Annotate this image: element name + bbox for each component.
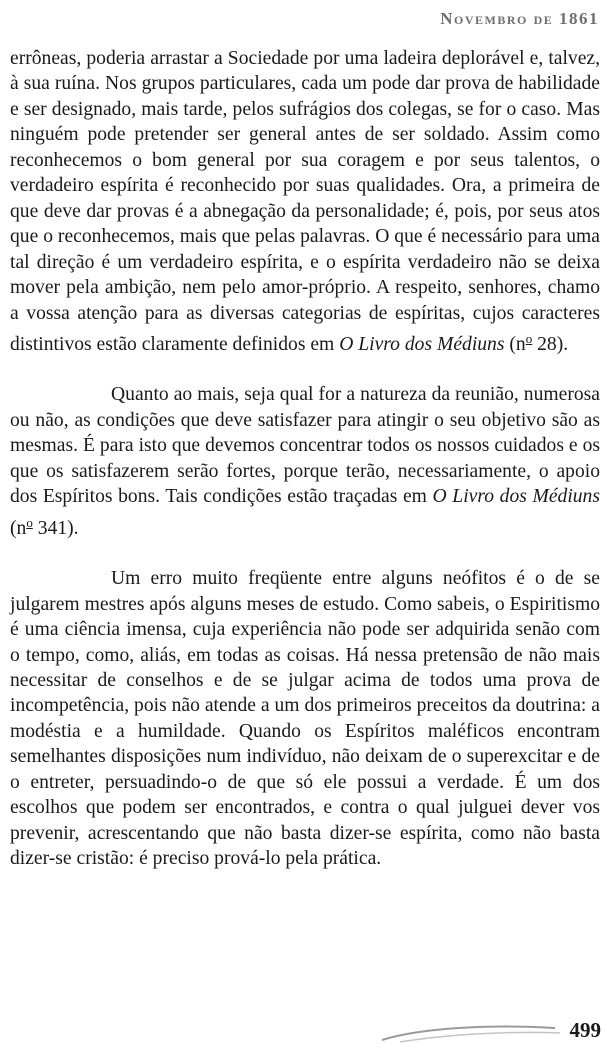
reference-open: (n — [10, 517, 27, 539]
ordinal-indicator: o — [525, 330, 533, 346]
ordinal-indicator: o — [26, 514, 33, 530]
page-body — [10, 46, 600, 872]
paragraph-1 — [10, 46, 600, 357]
paragraph-2 — [10, 382, 600, 541]
paragraph-3 — [10, 566, 600, 871]
page-swoosh-ornament — [380, 1018, 580, 1048]
paragraph-3-text: Um erro muito freqüente entre alguns neófitos é o de se julgarem mestres após alguns meses de estudo. Como sabeis, o Espiritismo é uma ciência imensa, cuja experiência não pode ser adquirida senão com o tempo, como, aliás, em todas as coisas. Há nessa pretensão de não mais necessitar de conselhos e de se julgar acima de todos uma prova de incompetência, pois não atende a um dos primeiros preceitos da doutrina: a modéstia e a humildade. Quando os Espíritos maléficos encontram semelhantes disposições num indivíduo, não deixam de o superexcitar e de o entreter, persuadindo-o de que só ele possui a verdade. É um dos escolhos que podem ser encontrados, e contra o qual julguei dever vos prevenir, acrescentando que não basta dizer-se espírita, como não basta dizer-se cristão: é preciso prová-lo pela prática. — [10, 568, 600, 870]
reference-close: 341). — [32, 517, 79, 539]
page-number: 499 — [569, 1018, 601, 1042]
running-header: Novembro de 1861 — [440, 9, 599, 28]
reference-close: 28). — [532, 333, 569, 355]
reference-open: (n — [504, 333, 526, 355]
paragraph-2-text: Quanto ao mais, seja qual for a natureza da reunião, numerosa ou não, as condições que deve satisfazer para atingir o seu objetivo são as mesmas. É para isto que devemos concentrar todos os nossos cuidados e os que os satisfazerem serão fortes, porque terão, necessariamente, o apoio dos Espíritos bons. Tais condições estão traçadas em — [10, 384, 600, 508]
book-title: O Livro dos Médiuns — [339, 333, 505, 355]
book-title: O Livro dos Médiuns — [432, 486, 600, 508]
paragraph-1-text: errôneas, poderia arrastar a Sociedade por uma ladeira deplorável e, talvez, à sua ruína. Nos grupos particulares, cada um pode dar prova de habilidade e ser designado, mais tarde, pelos sufrágios dos colegas, se for o caso. Mas ninguém pode pretender ser general antes de ser soldado. Assim como reconhecemos o bom general por sua coragem e por seus talentos, o verdadeiro espírita é reconhecido por suas qualidades. Ora, a primeira de que deve dar provas é a abnegação da personalidade; é, pois, por seus atos que o reconhecemos, mais que pelas palavras. O que é necessário para uma tal direção é um verdadeiro espírita, e o espírita verdadeiro não se deixa mover pela ambição, nem pelo amor-próprio. A respeito, senhores, chamo a vossa atenção para as diversas categorias de espíritas, cujos caracteres distintivos estão claramente definidos em — [10, 48, 600, 355]
